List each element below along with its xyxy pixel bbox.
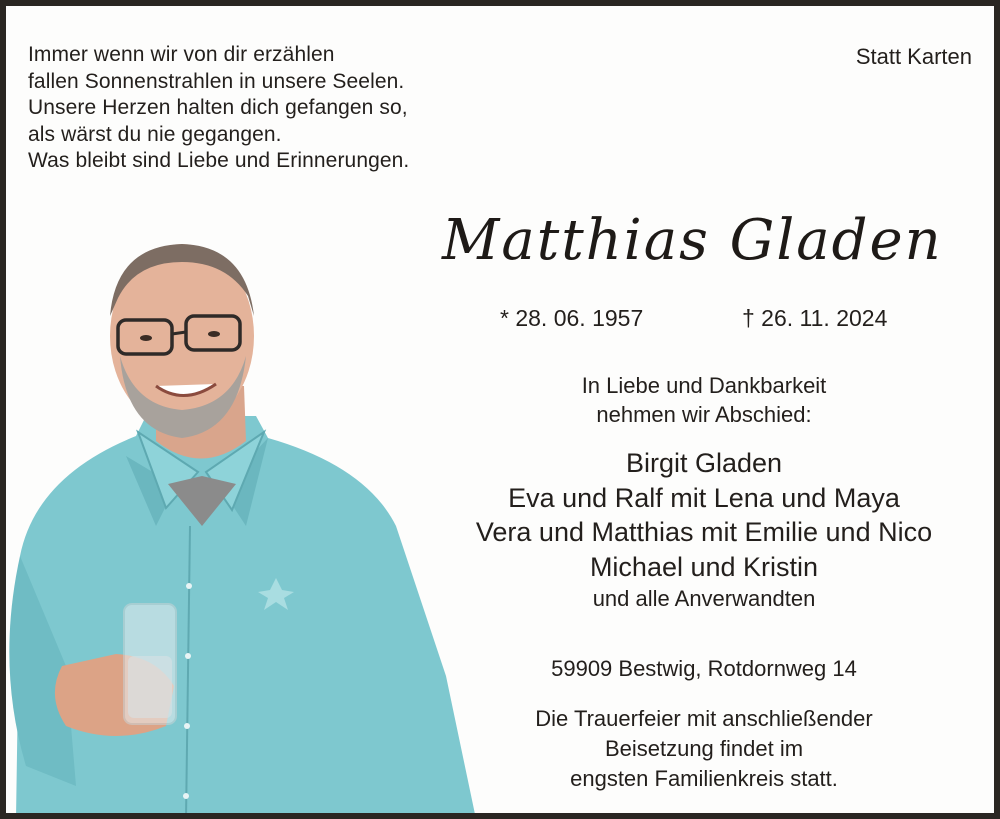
family-line: Birgit Gladen: [625, 448, 783, 478]
family-line: Eva und Ralf mit Lena und Maya: [508, 482, 900, 513]
deceased-name: Matthias Gladen: [442, 208, 943, 273]
portrait-photo: [6, 226, 486, 819]
ceremony-line: engsten Familienkreis statt.: [570, 766, 838, 791]
poem-line: Was bleibt sind Liebe und Erinnerungen.: [28, 149, 410, 172]
birth-date: * 28. 06. 1957: [500, 305, 644, 331]
death-date: † 26. 11. 2024: [742, 305, 888, 331]
intro-line: In Liebe und Dankbarkeit: [581, 373, 827, 398]
poem-line: fallen Sonnenstrahlen in unsere Seelen.: [28, 69, 405, 93]
family-line: Vera und Matthias mit Emilie und Nico: [475, 517, 933, 547]
intro-line: nehmen wir Abschied:: [596, 402, 812, 427]
relatives-line: und alle Anverwandten: [592, 586, 816, 611]
poem: [28, 42, 409, 175]
ceremony-line: Beisetzung findet im: [604, 736, 804, 761]
poem-line: als wärst du nie gegangen.: [28, 122, 282, 146]
ceremony-info: [404, 704, 1000, 794]
statt-karten-label: Statt Karten: [855, 44, 972, 69]
farewell-intro: [404, 371, 1000, 429]
poem-line: Immer wenn wir von dir erzählen: [28, 43, 335, 66]
poem-line: Unsere Herzen halten dich gefangen so,: [28, 96, 408, 119]
address-line: 59909 Bestwig, Rotdornweg 14: [551, 656, 857, 681]
ceremony-line: Die Trauerfeier mit anschließender: [535, 706, 873, 731]
family-list: [404, 446, 1000, 584]
family-line: Michael und Kristin: [589, 551, 819, 582]
